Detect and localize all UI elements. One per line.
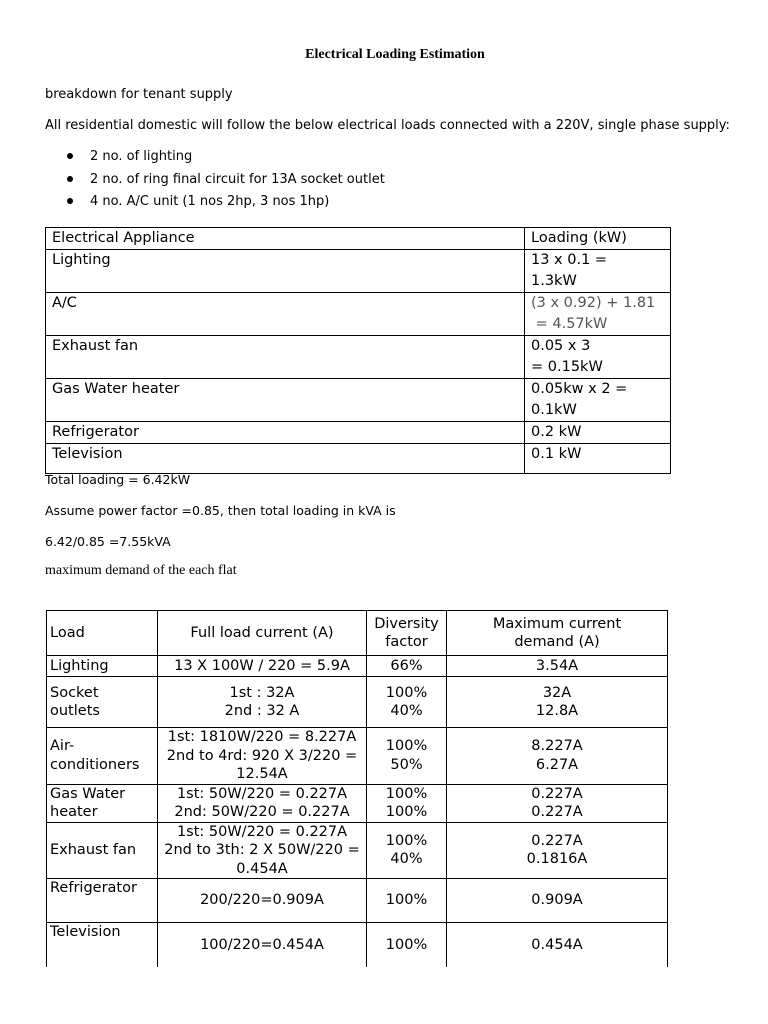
header-load: Load [47, 611, 158, 656]
table-row [47, 879, 668, 923]
max-current-cell: 0.227A 0.1816A [447, 822, 668, 879]
table-row [46, 293, 671, 336]
appliance-cell: Exhaust fan [46, 336, 525, 379]
bullet-icon [67, 198, 73, 204]
full-load-cell: 100/220=0.454A [158, 923, 367, 967]
diversity-cell: 66% [367, 656, 447, 677]
kva-result: 6.42/0.85 =7.55kVA [45, 534, 171, 549]
table-row [46, 250, 671, 293]
loading-cell: 0.05kw x 2 = 0.1kW [525, 379, 671, 422]
diversity-cell: 100% 40% [367, 822, 447, 879]
bullet-icon [67, 153, 73, 159]
max-current-cell: 32A 12.8A [447, 677, 668, 728]
list-item: 2 no. of ring final circuit for 13A socket outlet [45, 169, 385, 192]
max-current-cell: 8.227A 6.27A [447, 728, 668, 785]
loading-cell: 0.05 x 3 = 0.15kW [525, 336, 671, 379]
power-factor-note: Assume power factor =0.85, then total loading in kVA is [45, 503, 396, 518]
table-row [46, 422, 671, 444]
full-load-cell: 13 X 100W / 220 = 5.9A [158, 656, 367, 677]
load-cell: Lighting [47, 656, 158, 677]
table-header-row [46, 228, 671, 250]
appliance-loading-table [45, 227, 671, 474]
table-row [47, 822, 668, 879]
load-cell: Exhaust fan [47, 822, 158, 879]
diversity-cell: 100% [367, 879, 447, 923]
table-row [46, 379, 671, 422]
header-max-current-demand: Maximum current demand (A) [447, 611, 668, 656]
document-title: Electrical Loading Estimation [305, 47, 485, 62]
max-demand-heading: maximum demand of the each flat [45, 563, 237, 578]
load-cell: Air- conditioners [47, 728, 158, 785]
header-loading: Loading (kW) [525, 228, 671, 250]
max-current-cell: 0.454A [447, 923, 668, 967]
loading-cell: (3 x 0.92) + 1.81 = 4.57kW [525, 293, 671, 336]
diversity-cell: 100% 50% [367, 728, 447, 785]
table-row [47, 728, 668, 785]
table-row [46, 336, 671, 379]
max-current-cell: 3.54A [447, 656, 668, 677]
diversity-cell: 100% 40% [367, 677, 447, 728]
loading-cell: 13 x 0.1 = 1.3kW [525, 250, 671, 293]
full-load-cell: 1st : 32A 2nd : 32 A [158, 677, 367, 728]
list-item: 2 no. of lighting [45, 146, 385, 169]
table-row [47, 656, 668, 677]
load-cell: Gas Water heater [47, 784, 158, 822]
appliance-cell: A/C [46, 293, 525, 336]
diversity-cell: 100% [367, 923, 447, 967]
load-cell: Socket outlets [47, 677, 158, 728]
appliance-cell: Refrigerator [46, 422, 525, 444]
full-load-cell: 1st: 1810W/220 = 8.227A 2nd to 4rd: 920 X 3/220 = 12.54A [158, 728, 367, 785]
table-row [47, 784, 668, 822]
table-row [47, 677, 668, 728]
intro-line-tenant-supply: breakdown for tenant supply [45, 87, 233, 102]
full-load-cell: 1st: 50W/220 = 0.227A 2nd to 3th: 2 X 50W/220 = 0.454A [158, 822, 367, 879]
total-loading: Total loading = 6.42kW [45, 472, 191, 487]
max-current-cell: 0.909A [447, 879, 668, 923]
load-bullet-list [45, 146, 385, 214]
appliance-cell: Television [46, 444, 525, 474]
max-current-cell: 0.227A 0.227A [447, 784, 668, 822]
table-row [46, 444, 671, 474]
full-load-cell: 1st: 50W/220 = 0.227A 2nd: 50W/220 = 0.227A [158, 784, 367, 822]
table-row [47, 923, 668, 967]
appliance-cell: Lighting [46, 250, 525, 293]
table-header-row [47, 611, 668, 656]
loading-cell: 0.2 kW [525, 422, 671, 444]
header-diversity-factor: Diversity factor [367, 611, 447, 656]
full-load-cell: 200/220=0.909A [158, 879, 367, 923]
max-demand-table [46, 610, 668, 967]
intro-line-residential: All residential domestic will follow the below electrical loads connected with a 220V, single phase supply: [45, 118, 730, 133]
loading-cell: 0.1 kW [525, 444, 671, 474]
load-cell: Refrigerator [47, 879, 158, 923]
list-item: 4 no. A/C unit (1 nos 2hp, 3 nos 1hp) [45, 191, 385, 214]
diversity-cell: 100% 100% [367, 784, 447, 822]
appliance-cell: Gas Water heater [46, 379, 525, 422]
header-full-load-current: Full load current (A) [158, 611, 367, 656]
bullet-icon [67, 176, 73, 182]
load-cell: Television [47, 923, 158, 967]
header-appliance: Electrical Appliance [46, 228, 525, 250]
